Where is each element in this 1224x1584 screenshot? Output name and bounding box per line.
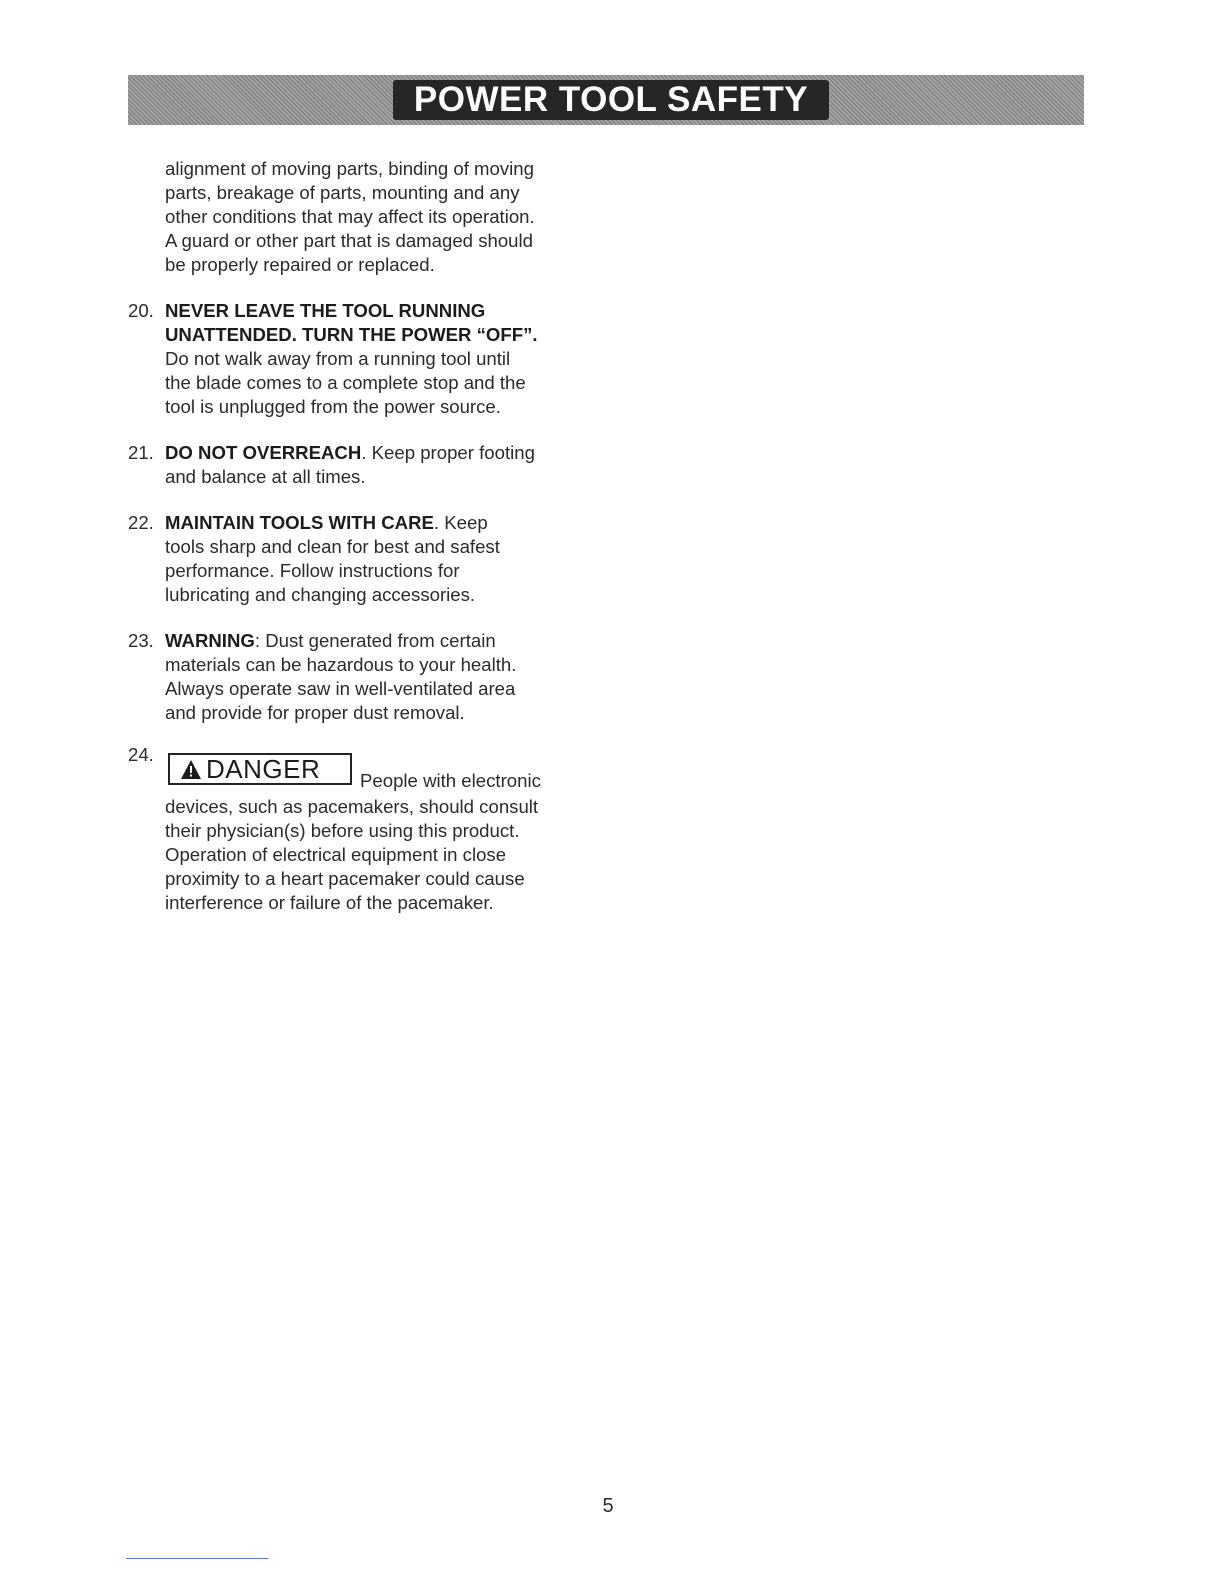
text-line: A guard or other part that is damaged should <box>165 230 533 251</box>
rule-heading: WARNING <box>165 630 255 651</box>
text-line: proximity to a heart pacemaker could cause <box>165 868 525 889</box>
safety-rules-column <box>128 157 598 915</box>
rule-text: : Dust generated from certain <box>254 630 496 651</box>
text-line: other conditions that may affect its operation. <box>165 206 535 227</box>
text-line: tools sharp and clean for best and safest <box>165 536 500 557</box>
text-line: Always operate saw in well-ventilated area <box>165 678 516 699</box>
rule-24 <box>128 743 598 915</box>
text-line <box>165 629 598 653</box>
danger-body <box>128 795 598 915</box>
rule-number: 22. <box>128 512 154 533</box>
danger-word: DANGER <box>206 754 321 784</box>
text-line: performance. Follow instructions for <box>165 560 460 581</box>
rule-21 <box>128 441 598 489</box>
text-line: Operation of electrical equipment in close <box>165 844 507 865</box>
text-line: tool is unplugged from the power source. <box>165 396 501 417</box>
text-line: lubricating and changing accessories. <box>165 584 476 605</box>
rule-number: 24. <box>128 744 154 765</box>
text-line: Do not walk away from a running tool until <box>165 348 511 369</box>
rule-number: 21. <box>128 442 154 463</box>
page-number: 5 <box>602 1495 614 1517</box>
text-line: materials can be hazardous to your health. <box>165 654 517 675</box>
page-title: POWER TOOL SAFETY <box>393 80 829 120</box>
text-line: and balance at all times. <box>165 466 366 487</box>
rule-heading: DO NOT OVERREACH <box>165 442 362 463</box>
text-line: alignment of moving parts, binding of moving <box>165 158 534 179</box>
text-line: be properly repaired or replaced. <box>165 254 435 275</box>
text-line: and provide for proper dust removal. <box>165 702 465 723</box>
rule-23 <box>128 629 598 725</box>
intro-paragraph <box>128 157 598 277</box>
rule-number: 20. <box>128 300 154 321</box>
rule-heading: MAINTAIN TOOLS WITH CARE <box>165 512 434 533</box>
text-line <box>165 511 598 535</box>
danger-label <box>168 753 352 785</box>
footer-rule <box>126 1558 268 1559</box>
text-line: devices, such as pacemakers, should consult <box>165 796 539 817</box>
rule-heading: NEVER LEAVE THE TOOL RUNNING <box>165 300 486 321</box>
warning-triangle-icon <box>180 759 202 781</box>
text-line: the blade comes to a complete stop and the <box>165 372 526 393</box>
text-line: interference or failure of the pacemaker. <box>165 892 494 913</box>
text-line: parts, breakage of parts, mounting and any <box>165 182 520 203</box>
text-line <box>165 441 598 465</box>
rule-heading: UNATTENDED. TURN THE POWER “OFF”. <box>165 324 538 345</box>
rule-text: People with electronic <box>360 770 541 791</box>
rule-20 <box>128 299 598 419</box>
rule-text: . Keep <box>433 512 488 533</box>
rule-text: . Keep proper footing <box>361 442 535 463</box>
rule-number: 23. <box>128 630 154 651</box>
danger-line <box>128 753 598 795</box>
text-line: their physician(s) before using this product. <box>165 820 520 841</box>
rule-22 <box>128 511 598 607</box>
